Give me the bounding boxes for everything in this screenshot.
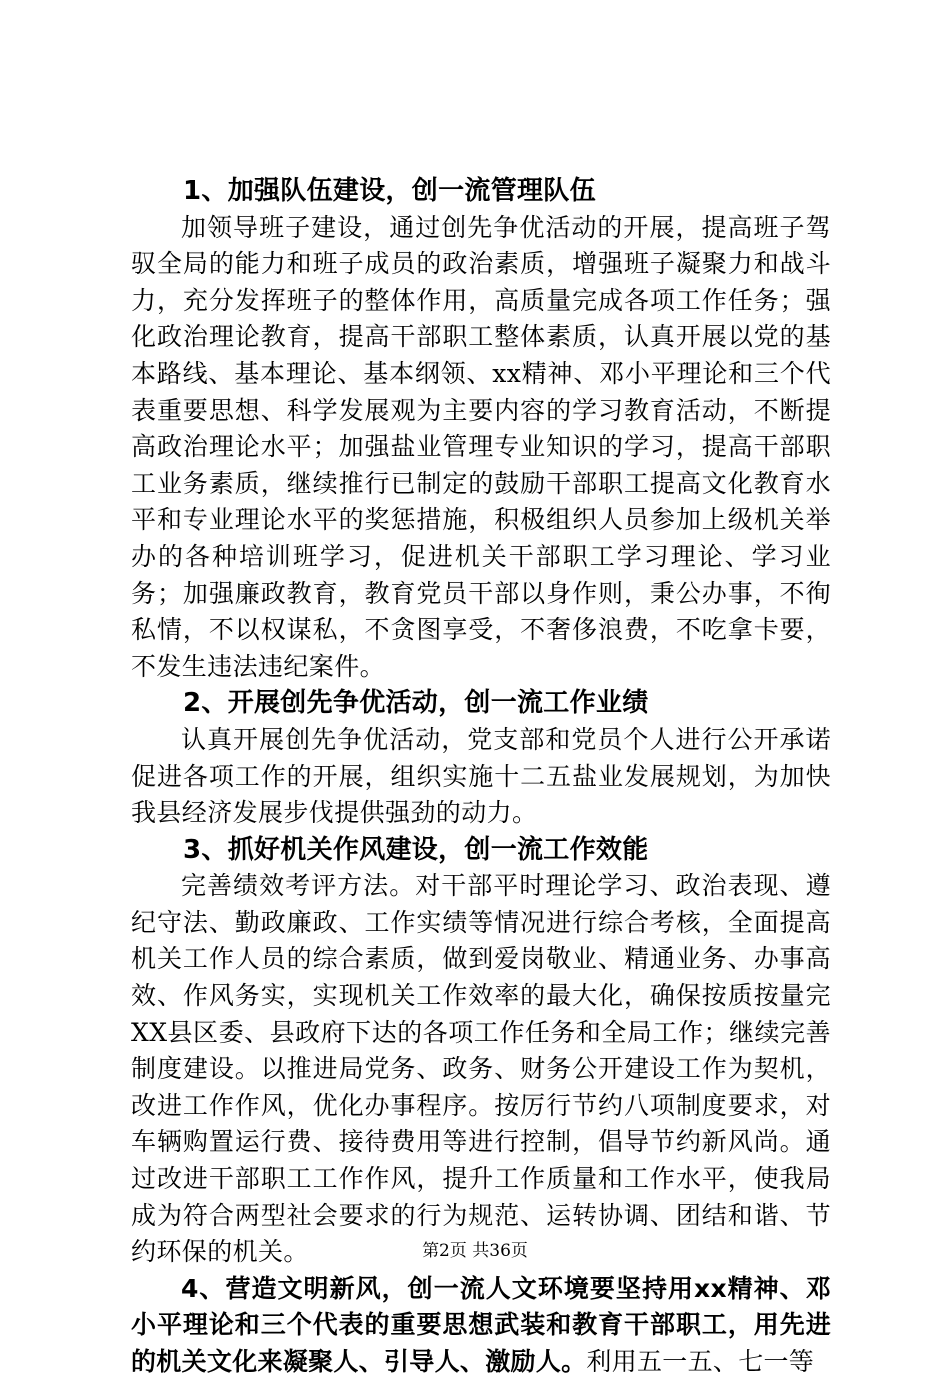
section-4-continuation-text: 利用五一五、七一等 [586, 1347, 815, 1376]
section-1-paragraph: 加领导班子建设，通过创先争优活动的开展，提高班子驾驭全局的能力和班子成员的政治素质，增强班子凝聚力和战斗力，充分发挥班子的整体作用，高质量完成各项工作任务；强化政治理论教育，提高干部职工整体素质，认真开展以党的基本路线、基本理论、基本纲领、xx精神、邓小平理论和三个代表重要思想、科学发展观为主要内容的学习教育活动，不断提高政治理论水平；加强盐业管理专业知识的学习，提高干部职工业务素质，继续推行已制定的鼓励干部职工提高文化教育水平和专业理论水平的奖惩措施，积极组织人员参加上级机关举办的各种培训班学习，促进机关干部职工学习理论、学习业务；加强廉政教育，教育党员干部以身作则，秉公办事，不徇私情，不以权谋私，不贪图享受，不奢侈浪费，不吃拿卡要，不发生违法违纪案件。 [131, 212, 831, 681]
section-3-paragraph: 完善绩效考评方法。对干部平时理论学习、政治表现、遵纪守法、勤政廉政、工作实绩等情况进行综合考核，全面提高机关工作人员的综合素质，做到爱岗敬业、精通业务、办事高效、作风务实，实现机关工作效率的最大化，确保按质按量完XX县区委、县政府下达的各项工作任务和全局工作；继续完善制度建设。以推进局党务、政务、财务公开建设工作为契机，改进工作作风，优化办事程序。按厉行节约八项制度要求，对车辆购置运行费、接待费用等进行控制，倡导节约新风尚。通过改进干部职工工作作风，提升工作质量和工作水平，使我局成为符合两型社会要求的行为规范、运转协调、团结和谐、节约环保的机关。 [131, 871, 831, 1267]
document-body [131, 173, 831, 1381]
section-4-paragraph [131, 1271, 831, 1381]
section-3-heading: 3、抓好机关作风建设，创一流工作效能 [183, 834, 649, 865]
page-number-footer: 第2页 共36页 [422, 1241, 528, 1261]
section-4-bold-text: 4、营造文明新风，创一流人文环境要坚持用xx精神、邓小平理论和三个代表的重要思想武装和教育干部职工，用先进的机关文化来凝聚人、引导人、激励人。 [131, 1273, 831, 1376]
section-2-heading: 2、开展创先争优活动，创一流工作业绩 [183, 688, 649, 719]
section-2-paragraph: 认真开展创先争优活动，党支部和党员个人进行公开承诺促进各项工作的开展，组织实施十二五盐业发展规划，为加快我县经济发展步伐提供强劲的动力。 [131, 724, 831, 828]
section-1-heading: 1、加强队伍建设，创一流管理队伍 [183, 176, 596, 206]
